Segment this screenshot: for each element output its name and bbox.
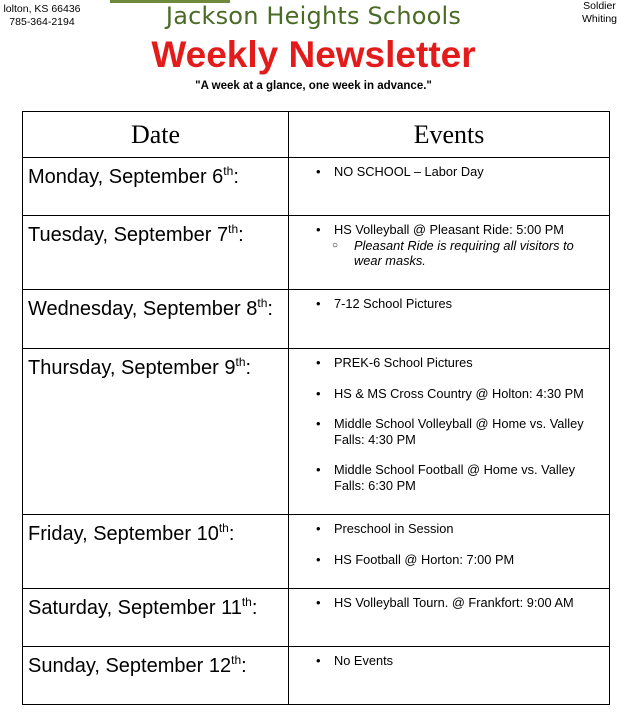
- date-cell: Friday, September 10th:: [23, 515, 289, 589]
- town-soldier: Soldier: [583, 0, 616, 12]
- event-item: • HS Volleyball @ Pleasant Ride: 5:00 PM: [313, 222, 601, 238]
- events-cell: [289, 216, 610, 290]
- event-item: • HS & MS Cross Country @ Holton: 4:30 PM: [313, 386, 601, 402]
- date-column-header: Date: [23, 112, 289, 158]
- table-row: [23, 647, 610, 705]
- event-item: • HS Volleyball Tourn. @ Frankfort: 9:00 AM: [313, 595, 601, 611]
- event-item: • NO SCHOOL – Labor Day: [313, 164, 601, 180]
- date-cell: Sunday, September 12th:: [23, 647, 289, 705]
- address-phone: 785-364-2194: [9, 16, 75, 28]
- date-cell: Tuesday, September 7th:: [23, 216, 289, 290]
- events-cell: [289, 290, 610, 349]
- school-name: Jackson Heights Schools: [165, 2, 462, 30]
- date-cell: Thursday, September 9th:: [23, 349, 289, 515]
- event-item: • Preschool in Session: [313, 521, 601, 537]
- date-cell: Wednesday, September 8th:: [23, 290, 289, 349]
- event-item: • PREK-6 School Pictures: [313, 355, 601, 371]
- events-cell: [289, 515, 610, 589]
- events-cell: [289, 647, 610, 705]
- tagline: "A week at a glance, one week in advance.": [195, 80, 432, 92]
- schedule-table: [22, 111, 610, 705]
- event-item: • Middle School Football @ Home vs. Valley Falls: 6:30 PM: [313, 462, 601, 493]
- date-cell: Monday, September 6th:: [23, 158, 289, 216]
- event-item: • 7-12 School Pictures: [313, 296, 601, 312]
- event-note: ○ Pleasant Ride is requiring all visitors to wear masks.: [313, 238, 601, 269]
- address-city: lolton, KS 66436: [3, 3, 81, 15]
- table-row: [23, 290, 610, 349]
- town-whiting: Whiting: [581, 13, 617, 25]
- events-cell: [289, 589, 610, 647]
- event-item: • Middle School Volleyball @ Home vs. Valley Falls: 4:30 PM: [313, 416, 601, 447]
- newsletter-title: Weekly Newsletter: [151, 34, 476, 75]
- events-column-header: Events: [289, 112, 610, 158]
- event-item: • HS Football @ Horton: 7:00 PM: [313, 552, 601, 568]
- date-cell: Saturday, September 11th:: [23, 589, 289, 647]
- table-row: [23, 216, 610, 290]
- header-row: [23, 112, 610, 158]
- table-row: [23, 515, 610, 589]
- table-row: [23, 589, 610, 647]
- table-row: [23, 158, 610, 216]
- events-cell: [289, 349, 610, 515]
- events-cell: [289, 158, 610, 216]
- event-item: • No Events: [313, 653, 601, 669]
- table-row: [23, 349, 610, 515]
